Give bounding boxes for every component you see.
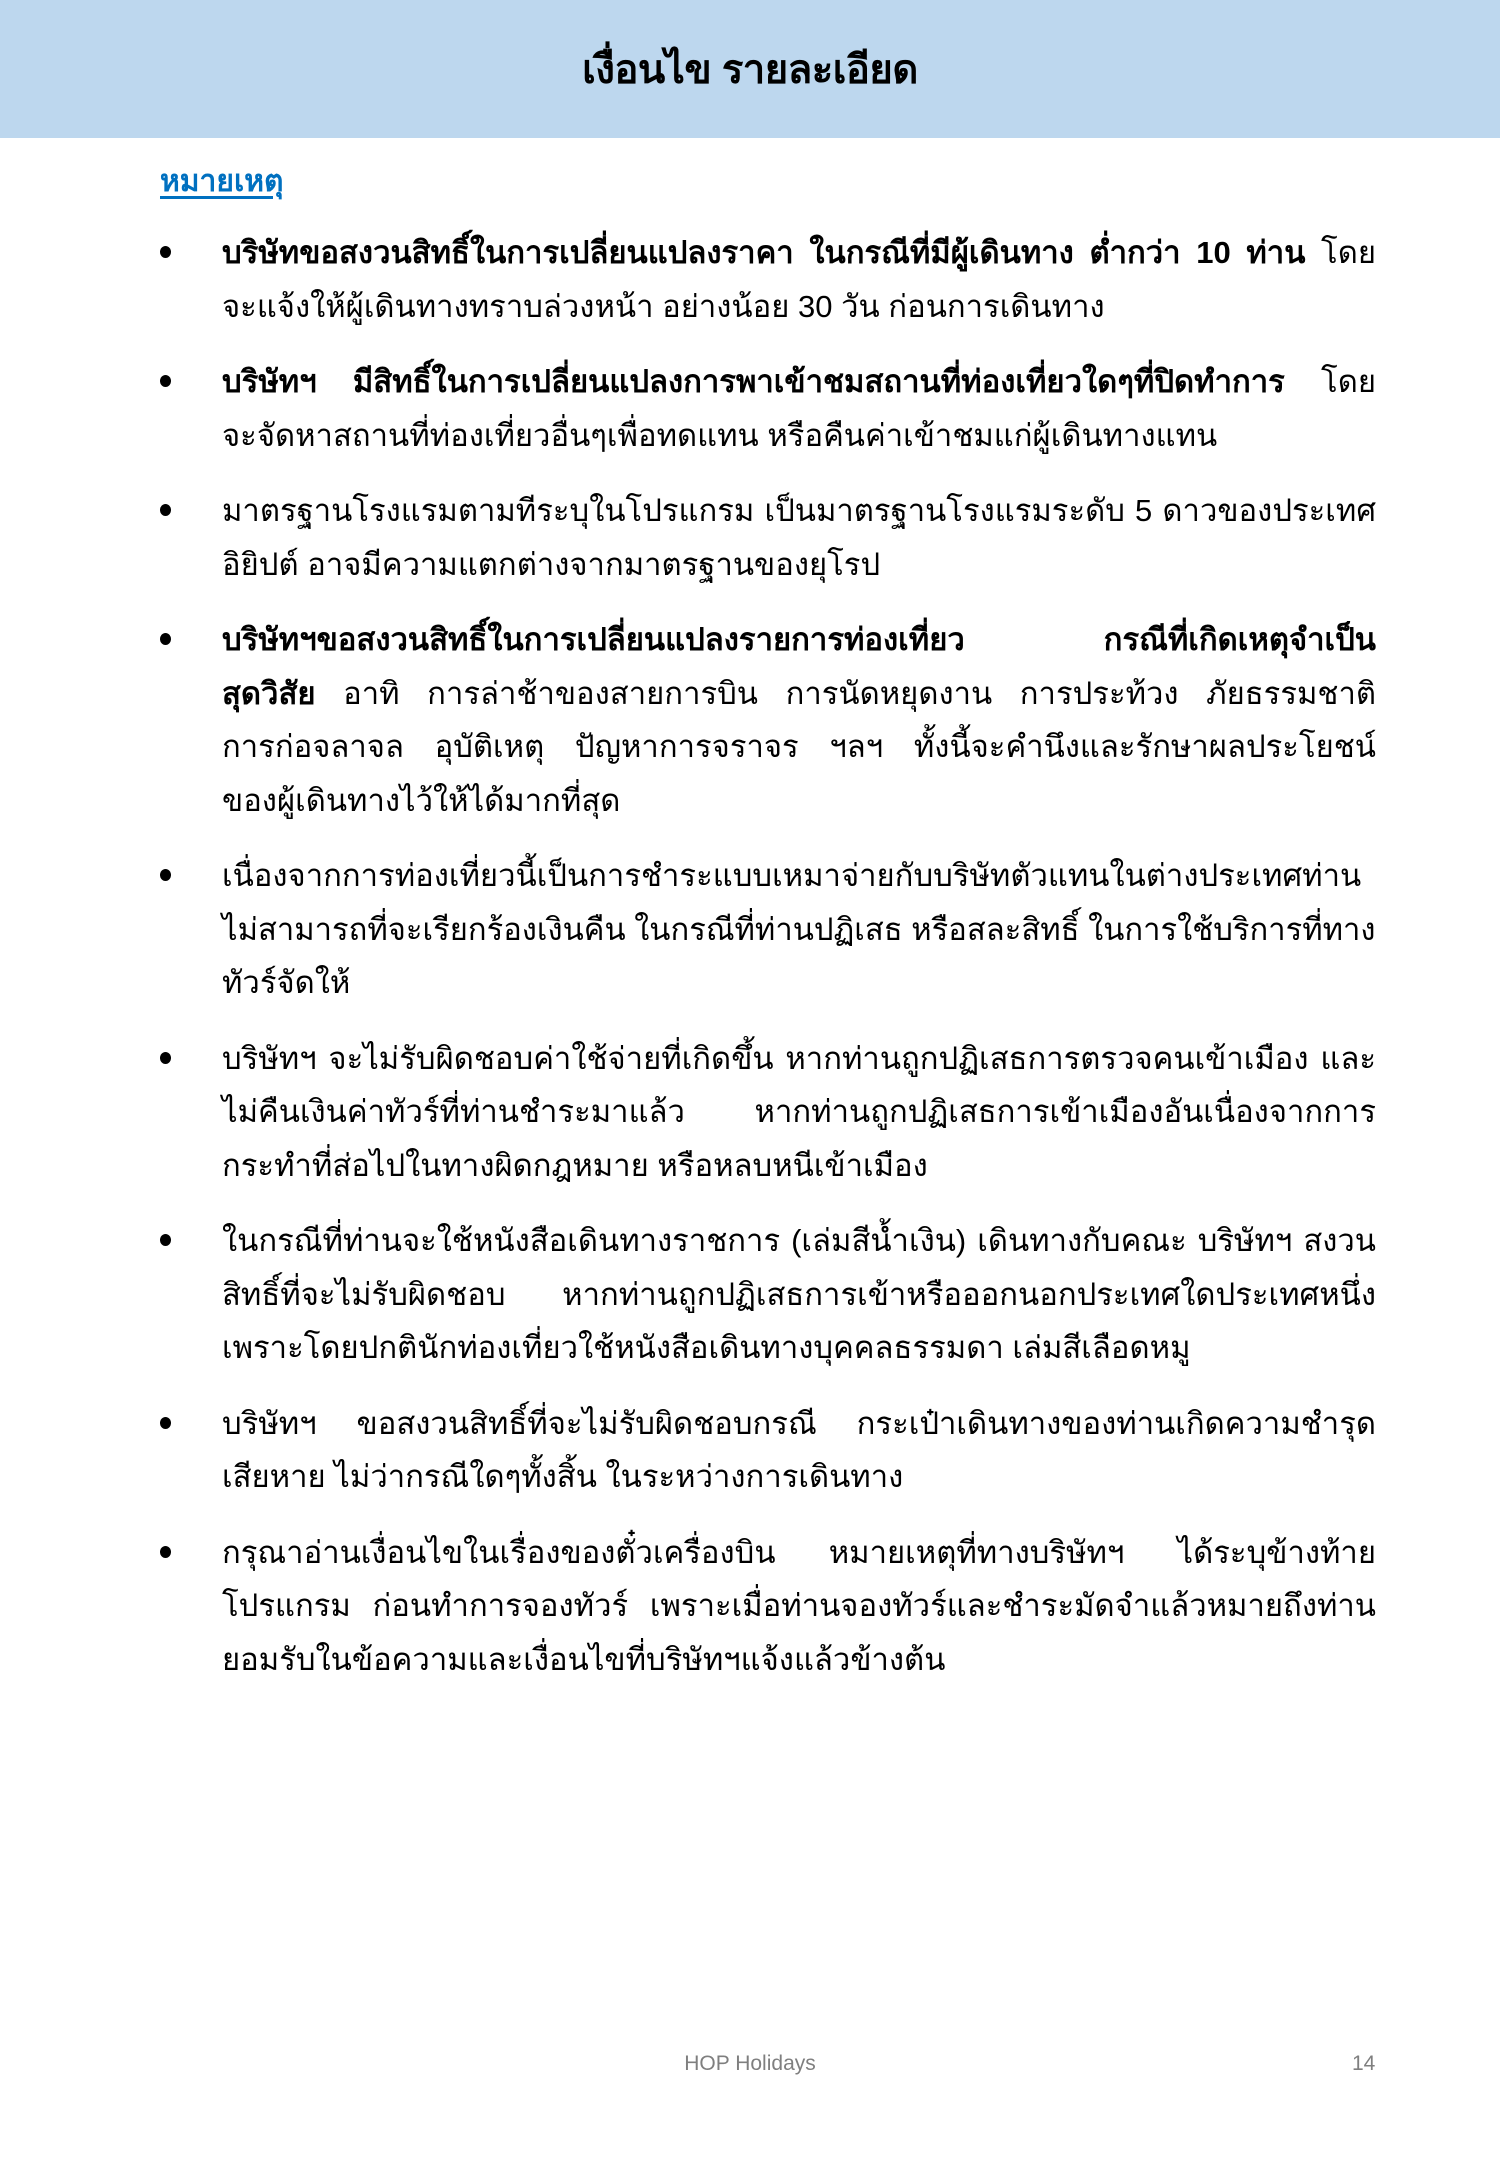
body-text: ยอมรับในข้อความและเงื่อนไขที่บริษัทฯแจ้งแล้วข้างต้น — [222, 1641, 946, 1677]
body-text: โดย — [1305, 235, 1377, 270]
list-item-line — [222, 1450, 1376, 1504]
list-item-line — [222, 355, 1376, 409]
bullet-icon — [160, 1052, 171, 1064]
list-item-line — [222, 956, 1376, 1010]
body-text: ไม่สามารถที่จะเรียกร้องเงินคืน ในกรณีที่ท่านปฏิเสธ หรือสละสิทธิ์ ในการใช้บริการที่ทาง — [222, 911, 1376, 947]
list-item-line — [222, 720, 1376, 774]
body-text: เนื่องจากการท่องเที่ยวนี้เป็นการชำระแบบเหมาจ่ายกับบริษัทตัวแทนในต่างประเทศท่าน — [222, 858, 1362, 893]
body-text: กรุณาอ่านเงื่อนไขในเรื่องของตั๋วเครื่องบิน หมายเหตุที่ทางบริษัทฯ ได้ระบุข้างท้าย — [222, 1534, 1376, 1570]
list-item — [150, 1032, 1376, 1193]
bullet-icon — [160, 246, 171, 258]
list-item — [150, 849, 1376, 1010]
bullet-icon — [160, 1417, 171, 1429]
bold-text: บริษัทฯ มีสิทธิ์ในการเปลี่ยนแปลงการพาเข้าชมสถานที่ท่องเที่ยวใดๆที่ปิดทำการ — [222, 364, 1285, 399]
section-title-remarks: หมายเหตุ — [160, 165, 284, 198]
list-item-line — [222, 1139, 1376, 1193]
list-item — [150, 355, 1376, 462]
list-item — [150, 1526, 1376, 1687]
list-item-line — [222, 774, 1376, 828]
body-text: บริษัทฯ จะไม่รับผิดชอบค่าใช้จ่ายที่เกิดขึ้น หากท่านถูกปฏิเสธการตรวจคนเข้าเมือง และ — [222, 1040, 1376, 1076]
list-item-line — [222, 1268, 1376, 1322]
list-item-line — [222, 613, 1376, 667]
body-text: ของผู้เดินทางไว้ให้ได้มากที่สุด — [222, 782, 621, 818]
page-header-band — [0, 0, 1500, 138]
list-item — [150, 226, 1376, 333]
list-item — [150, 484, 1376, 591]
body-text: ในกรณีที่ท่านจะใช้หนังสือเดินทางราชการ (เล่มสีน้ำเงิน) เดินทางกับคณะ บริษัทฯ สงวน — [222, 1223, 1376, 1258]
body-text: อิยิปต์ อาจมีความแตกต่างจากมาตรฐานของยุโรป — [222, 546, 881, 582]
bullet-icon — [160, 633, 171, 645]
body-text: เสียหาย ไม่ว่ากรณีใดๆทั้งสิ้น ในระหว่างการเดินทาง — [222, 1459, 904, 1494]
list-item-line — [222, 538, 1376, 592]
list-item-line — [222, 1526, 1376, 1580]
list-item-line — [222, 280, 1376, 334]
list-item-line — [222, 667, 1376, 721]
bullet-icon — [160, 375, 171, 387]
page-number: 14 — [1352, 2052, 1376, 2075]
list-item-line — [222, 1633, 1376, 1687]
body-text: เพราะโดยปกตินักท่องเที่ยวใช้หนังสือเดินทางบุคคลธรรมดา เล่มสีเลือดหมู — [222, 1330, 1191, 1365]
bullet-icon — [160, 1546, 171, 1558]
body-text: มาตรฐานโรงแรมตามทีระบุในโปรแกรม เป็นมาตรฐานโรงแรมระดับ 5 ดาวของประเทศ — [222, 493, 1376, 528]
list-item-line — [222, 903, 1374, 957]
list-item-line — [222, 409, 1376, 463]
footer-company: HOP Holidays — [684, 2052, 816, 2075]
bold-text: บริษัทฯขอสงวนสิทธิ์ในการเปลี่ยนแปลงรายการท่องเที่ยว กรณีที่เกิดเหตุจำเป็น — [222, 622, 1376, 657]
remarks-list — [150, 226, 1376, 1708]
body-text: บริษัทฯ ขอสงวนสิทธิ์ที่จะไม่รับผิดชอบกรณี กระเป๋าเดินทางของท่านเกิดความชำรุด — [222, 1405, 1376, 1441]
list-item-line — [222, 1214, 1376, 1268]
bold-text: บริษัทขอสงวนสิทธิ์ในการเปลี่ยนแปลงราคา ในกรณีที่มีผู้เดินทาง ต่ำกว่า 10 ท่าน — [222, 235, 1306, 270]
bold-text: สุดวิสัย — [222, 675, 316, 711]
list-item-line — [222, 1321, 1376, 1375]
body-text: กระทำที่ส่อไปในทางผิดกฎหมาย หรือหลบหนีเข้าเมือง — [222, 1147, 928, 1183]
list-item — [150, 1214, 1376, 1375]
body-text: โปรแกรม ก่อนทำการจองทัวร์ เพราะเมื่อท่านจองทัวร์และชำระมัดจำแล้วหมายถึงท่าน — [222, 1588, 1376, 1623]
bullet-icon — [160, 504, 171, 516]
bullet-icon — [160, 1234, 171, 1246]
body-text: สิทธิ์ที่จะไม่รับผิดชอบ หากท่านถูกปฏิเสธการเข้าหรือออกนอกประเทศใดประเทศหนึ่ง — [222, 1276, 1376, 1312]
list-item — [150, 1397, 1376, 1504]
body-text: อาทิ การล่าช้าของสายการบิน การนัดหยุดงาน การประท้วง ภัยธรรมชาติ — [315, 675, 1376, 711]
list-item-line — [222, 1397, 1376, 1451]
list-item-line — [222, 226, 1376, 280]
body-text: โดย — [1284, 364, 1376, 399]
list-item-line — [222, 1579, 1376, 1633]
body-text: ไม่คืนเงินค่าทัวร์ที่ท่านชำระมาแล้ว หากท่านถูกปฏิเสธการเข้าเมืองอันเนื่องจากการ — [222, 1094, 1376, 1129]
list-item-line — [222, 1085, 1376, 1139]
page-title: เงื่อนไข รายละเอียด — [582, 48, 918, 92]
list-item-line — [222, 1032, 1376, 1086]
list-item-line — [222, 484, 1376, 538]
body-text: จะแจ้งให้ผู้เดินทางทราบล่วงหน้า อย่างน้อย 30 วัน ก่อนการเดินทาง — [222, 288, 1105, 324]
list-item-line — [222, 849, 1376, 903]
body-text: ทัวร์จัดให้ — [222, 965, 351, 1000]
list-item — [150, 613, 1376, 827]
body-text: การก่อจลาจล อุบัติเหตุ ปัญหาการจราจร ฯลฯ ทั้งนี้จะคำนึงและรักษาผลประโยชน์ — [222, 729, 1376, 764]
bullet-icon — [160, 869, 171, 881]
body-text: จะจัดหาสถานที่ท่องเที่ยวอื่นๆเพื่อทดแทน หรือคืนค่าเข้าชมแก่ผู้เดินทางแทน — [222, 417, 1218, 453]
